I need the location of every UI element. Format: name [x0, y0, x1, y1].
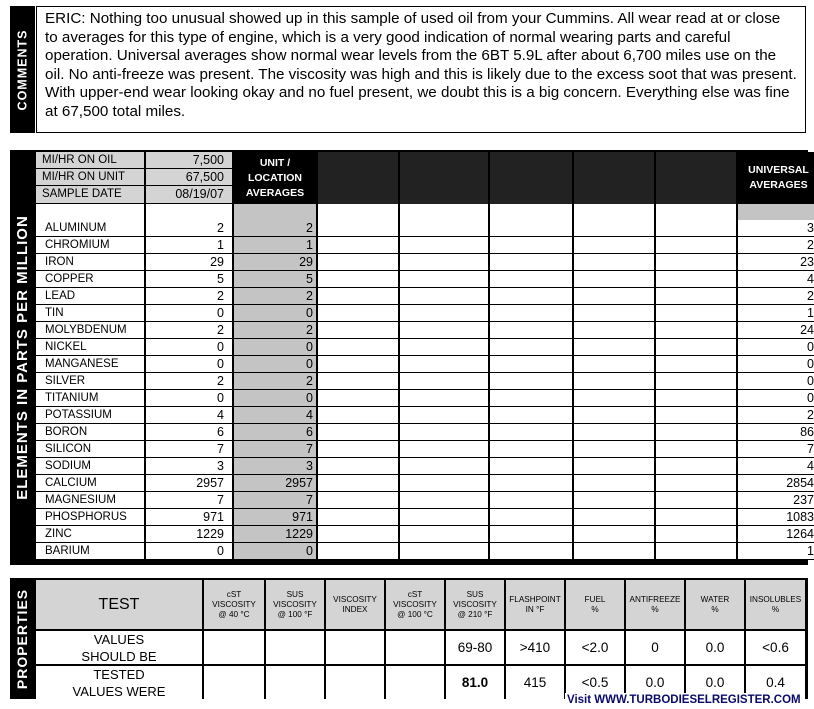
spacer-cell [490, 204, 572, 220]
element-universal-average: 2 [738, 288, 814, 305]
property-header-line: VISCOSITY [273, 599, 317, 609]
comments-box [36, 6, 806, 133]
spacer-cell [574, 204, 654, 220]
property-header [746, 580, 805, 629]
empty-cell [318, 271, 398, 288]
empty-cell [656, 237, 736, 254]
info-label: SAMPLE DATE [36, 186, 144, 204]
empty-cell [574, 424, 654, 441]
element-universal-average: 237 [738, 492, 814, 509]
empty-cell [318, 322, 398, 339]
comments-side-label [10, 6, 35, 133]
property-header-line: % [591, 604, 599, 614]
element-name: MOLYBDENUM [36, 322, 144, 339]
website-link[interactable]: Visit WWW.TURBODIESELREGISTER.COM [567, 694, 801, 706]
element-name: PHOSPHORUS [36, 509, 144, 526]
empty-cell [490, 526, 572, 543]
empty-cell [574, 373, 654, 390]
property-value [386, 631, 444, 664]
empty-cell [574, 390, 654, 407]
element-name: SODIUM [36, 458, 144, 475]
element-name: BARIUM [36, 543, 144, 560]
element-sample-value: 2 [146, 288, 232, 305]
element-universal-average: 1083 [738, 509, 814, 526]
element-universal-average: 4 [738, 458, 814, 475]
empty-header-cell [574, 186, 654, 204]
element-sample-value: 6 [146, 424, 232, 441]
property-header-line: FUEL [584, 594, 606, 604]
empty-cell [574, 475, 654, 492]
element-unit-average: 3 [234, 458, 316, 475]
empty-cell [656, 543, 736, 560]
empty-header-cell [400, 186, 488, 204]
element-sample-value: 1229 [146, 526, 232, 543]
element-universal-average: 2 [738, 407, 814, 424]
empty-header-cell [318, 152, 398, 169]
empty-cell [490, 509, 572, 526]
empty-cell [318, 509, 398, 526]
empty-cell [400, 543, 488, 560]
empty-cell [490, 271, 572, 288]
element-sample-value: 2 [146, 373, 232, 390]
element-sample-value: 29 [146, 254, 232, 271]
property-header-line: ANTIFREEZE [629, 594, 681, 604]
empty-cell [574, 237, 654, 254]
empty-cell [490, 373, 572, 390]
property-value: <0.5 [566, 666, 624, 699]
empty-cell [400, 356, 488, 373]
element-name: ZINC [36, 526, 144, 543]
property-value: 0.4 [746, 666, 805, 699]
empty-header-cell [490, 152, 572, 169]
empty-cell [490, 543, 572, 560]
element-unit-average: 29 [234, 254, 316, 271]
spacer-cell [738, 204, 814, 220]
property-value: <2.0 [566, 631, 624, 664]
empty-cell [656, 458, 736, 475]
spacer-cell [400, 204, 488, 220]
property-header-line: VISCOSITY [333, 594, 377, 604]
element-name: POTASSIUM [36, 407, 144, 424]
empty-cell [318, 220, 398, 237]
element-universal-average: 2854 [738, 475, 814, 492]
property-header-line: % [771, 604, 780, 614]
property-header [204, 580, 264, 629]
element-universal-average: 0 [738, 373, 814, 390]
empty-cell [490, 458, 572, 475]
element-name: CHROMIUM [36, 237, 144, 254]
element-universal-average: 0 [738, 390, 814, 407]
element-sample-value: 0 [146, 339, 232, 356]
element-universal-average: 1 [738, 305, 814, 322]
property-row-label [36, 666, 202, 699]
element-name: BORON [36, 424, 144, 441]
spacer-cell [146, 204, 232, 220]
element-universal-average: 7 [738, 441, 814, 458]
element-sample-value: 7 [146, 441, 232, 458]
empty-cell [574, 339, 654, 356]
element-unit-average: 0 [234, 339, 316, 356]
property-header-line: VISCOSITY [393, 599, 437, 609]
empty-cell [656, 322, 736, 339]
empty-cell [400, 237, 488, 254]
empty-cell [490, 237, 572, 254]
empty-header-cell [400, 152, 488, 169]
universal-averages-header [738, 152, 814, 204]
element-name: SILICON [36, 441, 144, 458]
empty-cell [318, 492, 398, 509]
property-header-line: cST [226, 589, 242, 599]
empty-header-cell [656, 186, 736, 204]
empty-cell [490, 390, 572, 407]
property-header-line: FLASHPOINT [509, 594, 561, 604]
empty-cell [400, 390, 488, 407]
element-name: MANGANESE [36, 356, 144, 373]
element-name: LEAD [36, 288, 144, 305]
empty-cell [318, 543, 398, 560]
empty-header-cell [574, 152, 654, 169]
element-name: MAGNESIUM [36, 492, 144, 509]
element-unit-average: 7 [234, 441, 316, 458]
property-value [204, 631, 264, 664]
property-value: 0.0 [686, 666, 744, 699]
element-unit-average: 5 [234, 271, 316, 288]
empty-header-cell [490, 186, 572, 204]
empty-cell [574, 509, 654, 526]
element-unit-average: 7 [234, 492, 316, 509]
properties-table [36, 580, 807, 697]
test-header: TEST [36, 580, 202, 629]
empty-cell [574, 271, 654, 288]
property-value: 415 [506, 666, 564, 699]
element-sample-value: 3 [146, 458, 232, 475]
property-header-line: cST [407, 589, 423, 599]
empty-cell [656, 356, 736, 373]
empty-cell [490, 492, 572, 509]
empty-header-cell [318, 169, 398, 186]
empty-cell [318, 373, 398, 390]
universal-header-line: UNIVERSAL [748, 164, 809, 176]
empty-cell [574, 526, 654, 543]
empty-cell [318, 339, 398, 356]
element-universal-average: 0 [738, 356, 814, 373]
empty-cell [490, 356, 572, 373]
empty-header-cell [574, 169, 654, 186]
empty-cell [400, 509, 488, 526]
empty-cell [656, 220, 736, 237]
empty-cell [490, 475, 572, 492]
empty-cell [574, 407, 654, 424]
property-header [626, 580, 684, 629]
property-header-line: INDEX [342, 604, 368, 614]
empty-cell [400, 441, 488, 458]
empty-cell [490, 305, 572, 322]
empty-cell [656, 509, 736, 526]
property-value: 0 [626, 631, 684, 664]
property-header [266, 580, 324, 629]
element-universal-average: 24 [738, 322, 814, 339]
element-unit-average: 6 [234, 424, 316, 441]
empty-header-cell [400, 169, 488, 186]
property-value: 81.0 [446, 666, 504, 699]
element-sample-value: 2 [146, 220, 232, 237]
empty-header-cell [490, 169, 572, 186]
property-header-line: @ 100 °F [277, 609, 313, 619]
empty-cell [400, 220, 488, 237]
property-header-line: SUS [286, 589, 304, 599]
empty-cell [318, 424, 398, 441]
empty-cell [490, 220, 572, 237]
property-row-label-line: VALUES WERE [72, 683, 166, 699]
elements-side-label-text: ELEMENTS IN PARTS PER MILLION [14, 215, 32, 500]
empty-cell [318, 356, 398, 373]
empty-cell [318, 254, 398, 271]
property-header [386, 580, 444, 629]
empty-cell [400, 254, 488, 271]
empty-cell [400, 305, 488, 322]
element-name: COPPER [36, 271, 144, 288]
empty-cell [656, 271, 736, 288]
property-value [326, 666, 384, 699]
empty-cell [400, 407, 488, 424]
property-value [326, 631, 384, 664]
empty-cell [400, 526, 488, 543]
empty-cell [318, 305, 398, 322]
property-header-line: % [651, 604, 659, 614]
empty-cell [574, 220, 654, 237]
spacer-cell [234, 204, 316, 220]
element-universal-average: 1 [738, 543, 814, 560]
property-header-line: @ 210 °F [457, 609, 493, 619]
property-header-line: VISCOSITY [212, 599, 256, 609]
empty-cell [490, 288, 572, 305]
element-sample-value: 2957 [146, 475, 232, 492]
property-header-line: IN °F [525, 604, 545, 614]
spacer-cell [36, 204, 144, 220]
element-unit-average: 1 [234, 237, 316, 254]
element-universal-average: 3 [738, 220, 814, 237]
element-sample-value: 0 [146, 305, 232, 322]
info-value: 67,500 [146, 169, 232, 186]
element-name: TITANIUM [36, 390, 144, 407]
empty-cell [318, 237, 398, 254]
property-value [266, 631, 324, 664]
empty-cell [574, 492, 654, 509]
empty-cell [400, 339, 488, 356]
empty-cell [490, 254, 572, 271]
empty-cell [490, 339, 572, 356]
element-name: ALUMINUM [36, 220, 144, 237]
element-unit-average: 2 [234, 288, 316, 305]
empty-cell [318, 475, 398, 492]
element-unit-average: 2 [234, 322, 316, 339]
empty-header-cell [318, 186, 398, 204]
empty-cell [400, 424, 488, 441]
element-name: NICKEL [36, 339, 144, 356]
element-sample-value: 0 [146, 356, 232, 373]
element-name: CALCIUM [36, 475, 144, 492]
property-header-line: SUS [466, 589, 484, 599]
empty-cell [318, 458, 398, 475]
empty-cell [656, 475, 736, 492]
info-value: 7,500 [146, 152, 232, 169]
comments-label-text: COMMENTS [15, 29, 30, 110]
element-unit-average: 0 [234, 390, 316, 407]
empty-cell [656, 305, 736, 322]
info-label: MI/HR ON OIL [36, 152, 144, 169]
element-universal-average: 23 [738, 254, 814, 271]
property-header-line: VISCOSITY [453, 599, 497, 609]
element-sample-value: 7 [146, 492, 232, 509]
element-sample-value: 4 [146, 407, 232, 424]
empty-header-cell [656, 169, 736, 186]
empty-cell [400, 288, 488, 305]
property-header [446, 580, 504, 629]
empty-cell [318, 526, 398, 543]
element-sample-value: 1 [146, 237, 232, 254]
elements-side-label [10, 152, 35, 563]
properties-side-label-text: PROPERTIES [14, 588, 31, 689]
empty-cell [574, 356, 654, 373]
empty-cell [318, 407, 398, 424]
element-unit-average: 0 [234, 305, 316, 322]
info-value: 08/19/07 [146, 186, 232, 204]
property-header-line: @ 40 °C [218, 609, 250, 619]
property-value: 0.0 [626, 666, 684, 699]
empty-cell [400, 492, 488, 509]
empty-cell [574, 305, 654, 322]
property-value: 0.0 [686, 631, 744, 664]
property-value [204, 666, 264, 699]
empty-cell [400, 458, 488, 475]
property-header [566, 580, 624, 629]
unit-header-line: LOCATION [247, 171, 303, 184]
property-value [386, 666, 444, 699]
empty-cell [656, 441, 736, 458]
properties-side-label [10, 580, 35, 697]
element-sample-value: 5 [146, 271, 232, 288]
element-unit-average: 4 [234, 407, 316, 424]
empty-cell [318, 441, 398, 458]
empty-header-cell [656, 152, 736, 169]
element-name: SILVER [36, 373, 144, 390]
element-unit-average: 2957 [234, 475, 316, 492]
element-sample-value: 2 [146, 322, 232, 339]
unit-averages-header [234, 152, 316, 204]
element-sample-value: 0 [146, 543, 232, 560]
spacer-cell [656, 204, 736, 220]
element-sample-value: 0 [146, 390, 232, 407]
empty-cell [318, 390, 398, 407]
property-row-label-line: SHOULD BE [81, 648, 157, 664]
empty-cell [574, 441, 654, 458]
empty-cell [490, 322, 572, 339]
property-row-label [36, 631, 202, 664]
empty-cell [490, 424, 572, 441]
unit-header-line: AVERAGES [245, 186, 305, 199]
property-header-line: @ 100 °C [397, 609, 433, 619]
element-universal-average: 0 [738, 339, 814, 356]
unit-header-line: UNIT / [259, 156, 291, 169]
empty-cell [400, 373, 488, 390]
empty-cell [656, 390, 736, 407]
element-name: TIN [36, 305, 144, 322]
element-universal-average: 86 [738, 424, 814, 441]
comments-text: ERIC: Nothing too unusual showed up in this sample of used oil from your Cummins. All wear read at or close to averages for this type of engine, which is a very good indication of normal wearing parts and careful operation. Universal averages show normal wear levels from the 6BT 5.9L after about 6,700 miles use on the oil. No anti-freeze was present. The viscosity was high and this is likely due to the excess soot that was present. With upper-end wear looking okay and no fuel present, we doubt this is a big concern. Everything else was fine at 67,500 total miles. [45, 10, 797, 120]
empty-cell [574, 322, 654, 339]
property-row-label-line: TESTED [93, 666, 145, 682]
empty-cell [490, 407, 572, 424]
element-unit-average: 1229 [234, 526, 316, 543]
empty-cell [574, 254, 654, 271]
property-value [266, 666, 324, 699]
spacer-cell [318, 204, 398, 220]
empty-cell [656, 407, 736, 424]
empty-cell [656, 526, 736, 543]
property-header-line: WATER [700, 594, 730, 604]
element-universal-average: 4 [738, 271, 814, 288]
elements-table [36, 152, 814, 563]
empty-cell [574, 543, 654, 560]
property-header-line: % [711, 604, 719, 614]
empty-cell [656, 339, 736, 356]
empty-cell [656, 424, 736, 441]
info-label: MI/HR ON UNIT [36, 169, 144, 186]
empty-cell [574, 458, 654, 475]
element-unit-average: 2 [234, 373, 316, 390]
universal-header-line: AVERAGES [749, 179, 808, 191]
property-header [326, 580, 384, 629]
property-value: 69-80 [446, 631, 504, 664]
element-sample-value: 971 [146, 509, 232, 526]
empty-cell [400, 475, 488, 492]
empty-cell [574, 288, 654, 305]
element-unit-average: 2 [234, 220, 316, 237]
element-universal-average: 2 [738, 237, 814, 254]
empty-cell [656, 254, 736, 271]
property-value: <0.6 [746, 631, 805, 664]
property-header [686, 580, 744, 629]
element-name: IRON [36, 254, 144, 271]
element-unit-average: 971 [234, 509, 316, 526]
property-row-label-line: VALUES [93, 631, 145, 647]
empty-cell [656, 373, 736, 390]
empty-cell [656, 288, 736, 305]
empty-cell [400, 322, 488, 339]
empty-cell [490, 441, 572, 458]
empty-cell [400, 271, 488, 288]
element-unit-average: 0 [234, 356, 316, 373]
empty-cell [318, 288, 398, 305]
element-universal-average: 1264 [738, 526, 814, 543]
property-value: >410 [506, 631, 564, 664]
empty-cell [656, 492, 736, 509]
property-header-line: INSOLUBLES [749, 594, 802, 604]
element-unit-average: 0 [234, 543, 316, 560]
property-header [506, 580, 564, 629]
